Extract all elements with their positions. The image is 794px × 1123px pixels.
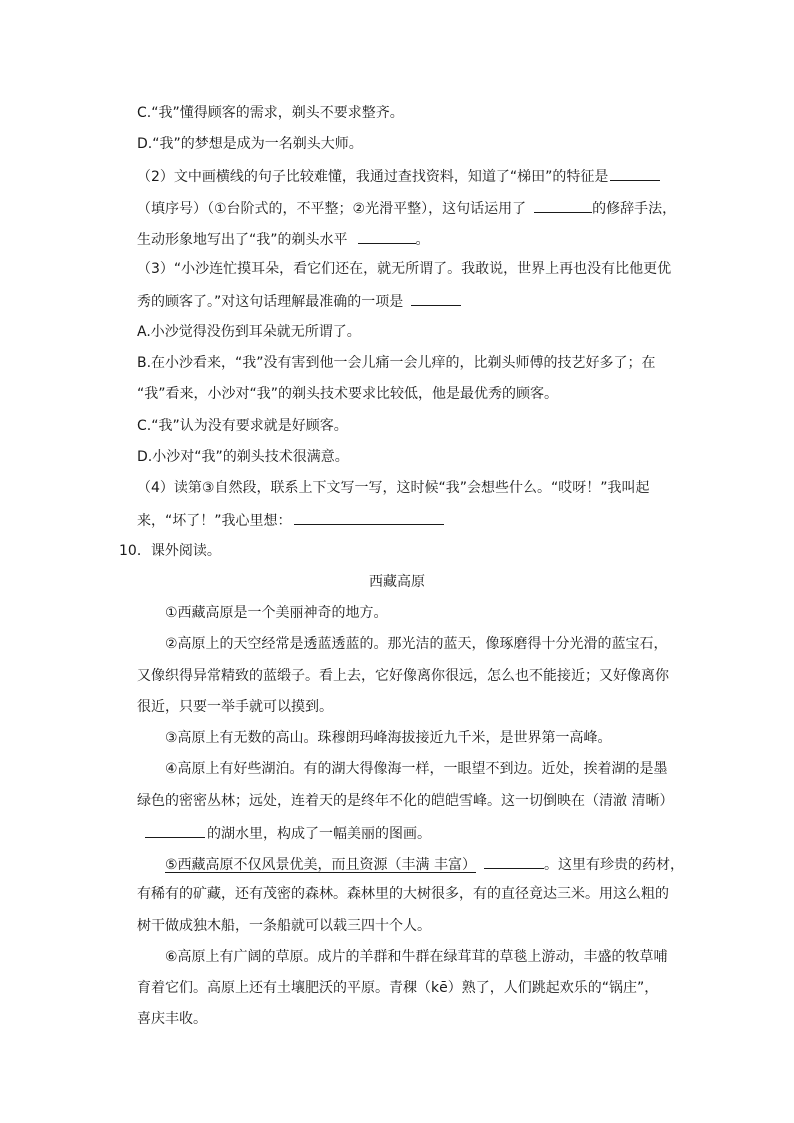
passage-paragraph-4-text3: 的湖水里，构成了一幅美丽的图画。 [207, 826, 431, 842]
passage-paragraph-4-line2: 绿色的密密丛林；远处，连着天的是终年不化的皑皑雪峰。这一切倒映在（清澈 清晰） [137, 793, 674, 809]
passage-paragraph-6-line2: 育着它们。高原上还有土壤肥沃的平原。青稞（kē）熟了，人们跳起欢乐的“锅庄”， [137, 980, 659, 996]
passage-paragraph-5-text1: 。这里有珍贵的药材， [544, 857, 684, 873]
answer-blank[interactable] [145, 823, 205, 838]
passage-paragraph-5-line1 [165, 854, 684, 874]
q9-sub4-line1: （4）读第③自然段，联系上下文写一写，这时候“我”会想些什么。“哎呀！”我叫起 [137, 480, 650, 496]
q9-sub3-text2: 秀的顾客了。”对这句话理解最准确的一项是 [137, 294, 404, 310]
answer-blank[interactable] [358, 229, 416, 244]
q9-sub3-option-b-line2: “我”看来，小沙对“我”的剃头技术要求比较低，他是最优秀的顾客。 [137, 386, 559, 402]
passage-paragraph-4-line3 [145, 823, 431, 843]
answer-blank[interactable] [610, 166, 660, 181]
q9-sub4-line2 [137, 510, 444, 530]
q9-sub4-text2: 来，“坏了！”我心里想： [137, 513, 292, 529]
q9-sub2-text3: 生动形象地写出了“我”的剃头水平 [137, 232, 348, 248]
q9-option-c: C.“我”懂得顾客的需求，剃头不要求整齐。 [137, 105, 404, 121]
q9-sub2-text3-end: 。 [415, 232, 430, 248]
passage-paragraph-3: ③高原上有无数的高山。珠穆朗玛峰海拔接近九千米，是世界第一高峰。 [165, 730, 612, 746]
q9-sub3-option-d: D.小沙对“我”的剃头技术很满意。 [137, 449, 349, 465]
answer-blank[interactable] [484, 854, 544, 869]
q9-sub3-option-a: A.小沙觉得没伤到耳朵就无所谓了。 [137, 324, 361, 340]
q9-sub2-text1: （2）文中画横线的句子比较难懂，我通过查找资料，知道了“梯田”的特征是 [137, 169, 609, 185]
answer-blank[interactable] [411, 291, 461, 306]
q10-heading: 10．课外阅读。 [119, 543, 221, 559]
q9-sub2-text2a: （填序号）（①台阶式的，不平整；②光滑平整），这句话运用了 [137, 201, 527, 217]
passage-paragraph-6-line1: ⑥高原上有广阔的草原。成片的羊群和牛群在绿茸茸的草毯上游动，丰盛的牧草哺 [165, 949, 668, 965]
passage-paragraph-1: ①西藏高原是一个美丽神奇的地方。 [165, 605, 388, 621]
passage-paragraph-2-line2: 又像织得异常精致的蓝缎子。看上去，它好像离你很远，怎么也不能接近；又好像离你 [137, 668, 669, 684]
passage-paragraph-6-line3: 喜庆丰收。 [137, 1011, 207, 1027]
q9-option-d: D.“我”的梦想是成为一名剃头大师。 [137, 136, 363, 152]
passage-paragraph-5-line3: 树干做成独木船，一条船就可以载三四十个人。 [137, 918, 431, 934]
q9-sub2-text2b: 的修辞手法， [592, 201, 677, 217]
q9-sub3-line1: （3）“小沙连忙摸耳朵，看它们还在，就无所谓了。我敢说，世界上再也没有比他更优 [137, 261, 672, 277]
q9-sub3-line2 [137, 291, 461, 311]
passage-paragraph-2-line1: ②高原上的天空经常是透蓝透蓝的。那光洁的蓝天，像琢磨得十分光滑的蓝宝石， [165, 636, 668, 652]
passage-title: 西藏高原 [369, 574, 425, 590]
q9-sub2-line2 [137, 198, 676, 218]
q9-sub2-line3 [137, 229, 430, 249]
passage-paragraph-2-line3: 很近，只要一举手就可以摸到。 [137, 699, 333, 715]
passage-paragraph-5-line2: 有稀有的矿藏，还有茂密的森林。森林里的大树很多，有的直径竟达三米。用这么粗的 [137, 886, 669, 902]
answer-blank[interactable] [294, 510, 444, 525]
q9-sub2-line1 [137, 166, 660, 186]
answer-blank[interactable] [534, 198, 592, 213]
underlined-sentence: ⑤西藏高原不仅风景优美，而且资源（丰满 丰富） [165, 857, 476, 873]
q9-sub3-option-c: C.“我”认为没有要求就是好顾客。 [137, 418, 348, 434]
q9-sub3-option-b-line1: B.在小沙看来，“我”没有害到他一会儿痛一会儿痒的，比剃头师傅的技艺好多了；在 [137, 355, 656, 371]
passage-paragraph-4-line1: ④高原上有好些湖泊。有的湖大得像海一样，一眼望不到边。近处，挨着湖的是墨 [165, 761, 668, 777]
